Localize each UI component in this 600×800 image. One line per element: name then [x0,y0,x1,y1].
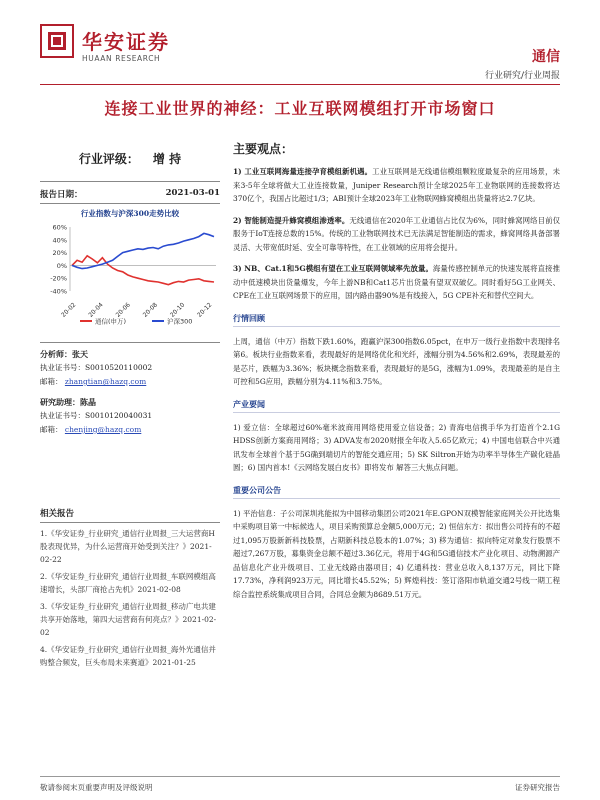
point-3 [233,262,560,303]
x-tick-label: 20-12 [196,301,214,319]
researcher-block [40,395,220,437]
related-title: 相关报告 [40,507,220,523]
series-line-0 [72,256,214,285]
analyst-cert: 执业证书号：S0010520110002 [40,363,153,372]
series-line-1 [72,233,214,268]
point-2-heading: 2) 智能制造提升蜂窝模组渗透率。 [233,215,350,225]
point-1 [233,165,560,206]
analyst-block [40,342,220,389]
legend-label: 通信(申万) [95,317,127,326]
analyst-email-link[interactable]: zhangtian@hazq.com [64,377,147,386]
y-tick-label: -20% [50,274,67,283]
point-1-heading: 1) 工业互联网海量连接孕育模组新机遇。 [233,167,373,176]
right-column [233,140,560,601]
header-divider [40,84,560,85]
brand-name-en: HUAAN RESEARCH [82,54,161,63]
analyst-email-row [40,375,220,389]
brand-name-cn: 华安证券 [82,30,170,54]
related-item[interactable]: 3.《华安证券_行业研究_通信行业周报_移动广电共建共享开始落地，第四大运营商有何亮点？》2021-02-02 [40,602,217,637]
y-tick-label: 0% [56,261,67,270]
rating-label: 行业评级： [78,152,139,166]
legend-label: 沪深300 [167,317,193,326]
analyst-email-label: 邮箱： [40,377,63,386]
chart-title: 行业指数与沪深300走势比较 [80,209,180,218]
sector-label: 通信 [532,49,560,65]
market-text: 上周，通信（中万）指数下跌1.60%，跑赢沪深300指数6.05pct，在申万一级行业指数中表现排名第6。板块行业指数来看，表现最好的是网络优化和光纤，涨幅分别为4.56%和2.69%，表现最差的是芯片，跌幅为3.36%；板块概念指数来看，表现最好的是5G，涨幅为1.09%，表现最差的是自主可控和5G应用，跌幅分别为4.11%和3.75%。 [233,336,560,386]
point-3-text: 海量传感控制单元的快速发展将直接推动中低速模块出货量爆发，今年上游NB和Cat1芯片出货量有望双双破亿。同时看好5G工业网关、CPE在工业互联网场景下的应用，国内路由器90%是有线接入，5G CPE补充和替代空间大。 [233,264,560,300]
industry-text: 1) 爱立信：全球超过60%毫米波商用网络使用爱立信设备；2) 青海电信携手华为打造首个2.1G HDSS创新方案商用网络；3) ADVA发布2020财报全年收入5.65亿欧元；4) 中国电信联合中兴通讯发布全球首个基于5G确到端切片的智能交通应用；5) SK Siltron开始为功率半导体生产碳化硅晶圆；6) 国内首本!《云网络发展白皮书》即将发布 解答三大焦点问题。 [233,422,560,472]
x-tick-label: 20-08 [141,301,160,319]
footer-label: 证券研究报告 [515,783,560,792]
industry-heading: 产业要闻 [233,399,560,413]
left-column [40,140,220,437]
analyst-name: 分析师：张天 [40,349,88,359]
market-heading: 行情回顾 [233,313,560,327]
date-label: 报告日期： [40,190,83,200]
company-text: 1) 平治信息：子公司深圳兆能拟为中国移动集团公司2021年E.GPON双模智能家庭网关公开比选集中采购项目第一中标候选人，项目采购预算总金额5,000万元；2) 恒信东方：拟出售公司持有的不超过1,095万股新新科技股票，占期新科技总股本的1.07%；3) 移为通信：拟向特定对象发行股票不超过7,267万股，募集资金总额不超过3.36亿元，将用于4G和5G通信技术产业化项目、动物溯源产品信息化产业升级项目、工业无线路由器项目；4) 亿通科技：营业总收入8,137万元，同比下降17.73%，净利润923万元，同比增长45.52%；5) 辉煌科技：签订洛阳市轨道交通2号线一期工程综合监控系统集成项目合同，合同总金额为8689.51万元。 [233,508,560,599]
researcher-name: 研究助理：陈晶 [40,397,96,407]
point-1-text: 工业互联网是无线通信模组颗粒度最复杂的应用场景，未来3-5年全球将做大工业连接数量，Juniper Research预计全球2025年工业物联网的连接数将达370亿个，我国占比超过1/3；ABI预计全球2023年工业物联网蜂窝模组出货量将达2.7亿块。 [233,167,560,203]
brand-logo [40,24,190,72]
researcher-email-label: 邮箱： [40,425,63,434]
related-item[interactable]: 1.《华安证券_行业研究_通信行业周报_三大运营商H股表现优异，为什么运营商开始受到关注？》2021-02-22 [40,529,215,564]
related-reports [40,507,220,669]
main-heading: 主要观点： [233,142,294,156]
logo-mark-icon [40,24,74,58]
related-item[interactable]: 2.《华安证券_行业研究_通信行业周报_车联网模组高速增长，头部厂商抢占先机》2021-02-08 [40,572,216,594]
footer-divider [40,776,560,777]
point-2-text: 无线通信在2020年工业通信占比仅为6%，同时蜂窝网络目前仅服务于IoT连接总数的15%。传统的工业物联网技术已无法满足智能制造的需求，蜂窝网络具备部署灵活、大带宽低时延、安全可靠等特性，在工业领域的应用将会提升。 [233,215,560,252]
report-title: 连接工业世界的神经：工业互联网模组打开市场窗口 [104,99,496,118]
y-tick-label: 20% [52,249,67,258]
point-2 [233,214,560,255]
x-tick-label: 20-04 [87,301,105,319]
x-tick-label: 20-02 [60,301,78,319]
rating [40,150,220,167]
chart-svg [40,221,220,336]
y-tick-label: 40% [52,236,67,245]
x-tick-label: 20-06 [114,301,132,319]
company-heading: 重要公司公告 [233,485,560,499]
rating-value: 增 持 [152,152,182,166]
x-tick-label: 20-10 [168,301,187,319]
researcher-email-link[interactable]: chenjing@hazq.com [64,425,142,434]
y-tick-label: -40% [50,287,67,296]
point-3-heading: 3) NB、Cat.1和5G模组有望在工业互联网领域率先放量。 [233,264,433,273]
researcher-email-row [40,423,220,437]
report-date [40,181,220,204]
y-tick-label: 60% [52,223,67,232]
index-chart [40,221,220,336]
related-item[interactable]: 4.《华安证券_行业研究_通信行业周报_海外光通信并购整合频发，巨头布局未来赛道》2021-01-25 [40,645,216,667]
report-type: 行业研究/行业周报 [484,71,560,81]
date-value: 2021-03-01 [165,188,220,198]
footer-disclaimer: 敬请参阅末页重要声明及评级说明 [40,783,153,792]
researcher-cert: 执业证书号：S0010120040031 [40,411,153,420]
